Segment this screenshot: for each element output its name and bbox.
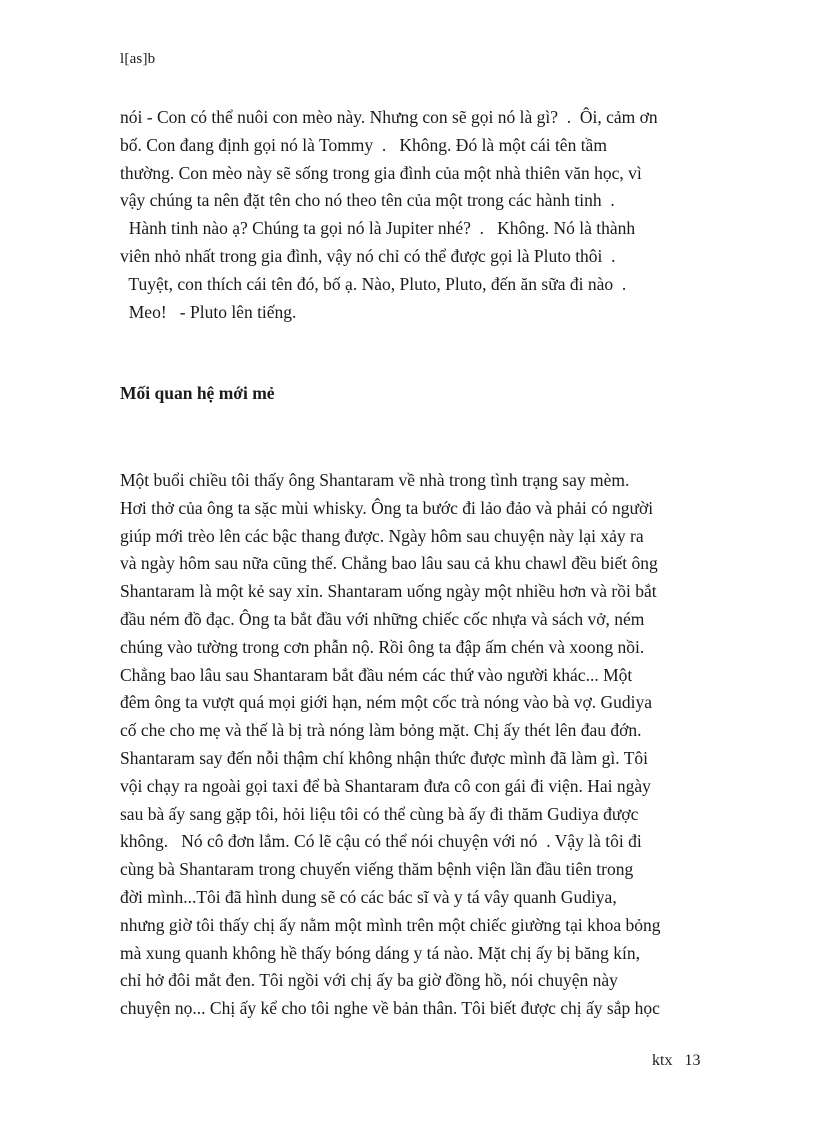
paragraph-dialogue (120, 104, 710, 326)
text-line: Meo! - Pluto lên tiếng. (120, 301, 297, 322)
text-line: Một buổi chiều tôi thấy ông Shantaram về nhà trong tình trạng say mèm. (120, 470, 630, 490)
text-line: Shantaram là một kẻ say xỉn. Shantaram uống ngày một nhiều hơn và rồi bắt (120, 581, 657, 602)
text-line: đầu ném đồ đạc. Ông ta bắt đầu với những chiếc cốc nhựa và sách vở, ném (120, 608, 645, 629)
text-line: vội chạy ra ngoài gọi taxi để bà Shantaram đưa cô con gái đi viện. Hai ngày (120, 775, 651, 796)
text-line: thường. Con mèo này sẽ sống trong gia đình của một nhà thiên văn học, vì (120, 162, 642, 183)
text-line: mà xung quanh không hề thấy bóng dáng y tá nào. Mặt chị ấy bị băng kín, (120, 942, 641, 963)
text-line: chuyện nọ... Chị ấy kể cho tôi nghe về bản thân. Tôi biết được chị ấy sắp học (120, 998, 660, 1019)
page-footer: ktx 13 (652, 1052, 701, 1069)
text-line: Tuyệt, con thích cái tên đó, bố ạ. Nào, Pluto, Pluto, đến ăn sữa đi nào . (120, 273, 627, 294)
text-line: Chẳng bao lâu sau Shantaram bắt đầu ném các thứ vào người khác... Một (120, 664, 633, 685)
text-line: chỉ hở đôi mắt đen. Tôi ngồi với chị ấy ba giờ đồng hồ, nói chuyện này (120, 970, 618, 991)
text-line: nói - Con có thể nuôi con mèo này. Nhưng con sẽ gọi nó là gì? . Ôi, cảm ơn (120, 107, 658, 127)
text-line: vậy chúng ta nên đặt tên cho nó theo tên của một trong các hành tinh . (120, 190, 615, 211)
text-line: không. Nó cô đơn lắm. Có lẽ cậu có thể nói chuyện với nó . Vậy là tôi đi (120, 831, 642, 852)
text-line: giúp mới trèo lên các bậc thang được. Ngày hôm sau chuyện này lại xảy ra (120, 525, 644, 546)
text-line: sau bà ấy sang gặp tôi, hỏi liệu tôi có thể cùng bà ấy đi thăm Gudiya được (120, 803, 639, 824)
text-line: Hơi thở của ông ta sặc mùi whisky. Ông ta bước đi lảo đảo và phải có người (120, 497, 654, 518)
section-heading: Mối quan hệ mới mẻ (120, 383, 275, 403)
text-line: cùng bà Shantaram trong chuyến viếng thăm bệnh viện lần đầu tiên trong (120, 859, 634, 880)
text-line: đời mình...Tôi đã hình dung sẽ có các bác sĩ và y tá vây quanh Gudiya, (120, 886, 617, 907)
text-line: nhưng giờ tôi thấy chị ấy nằm một mình trên một chiếc giường tại khoa bỏng (120, 914, 661, 935)
text-line: Shantaram say đến nỗi thậm chí không nhận thức được mình đã làm gì. Tôi (120, 747, 649, 768)
text-line: cố che cho mẹ và thế là bị trà nóng làm bỏng mặt. Chị ấy thét lên đau đớn. (120, 720, 642, 741)
running-header: l[as]b (120, 51, 156, 67)
text-line: và ngày hôm sau nữa cũng thế. Chẳng bao lâu sau cả khu chawl đều biết ông (120, 553, 658, 574)
paragraph-narrative (120, 467, 710, 1023)
text-line: chúng vào tường trong cơn phẫn nộ. Rồi ông ta đập ấm chén và xoong nồi. (120, 636, 645, 657)
text-line: đêm ông ta vượt quá mọi giới hạn, ném một cốc trà nóng vào bà vợ. Gudiya (120, 692, 652, 713)
text-line: viên nhỏ nhất trong gia đình, vậy nó chỉ có thể được gọi là Pluto thôi . (120, 245, 616, 266)
text-line: bố. Con đang định gọi nó là Tommy . Không. Đó là một cái tên tầm (120, 134, 607, 155)
text-line: Hành tinh nào ạ? Chúng ta gọi nó là Jupiter nhé? . Không. Nó là thành (120, 218, 636, 239)
